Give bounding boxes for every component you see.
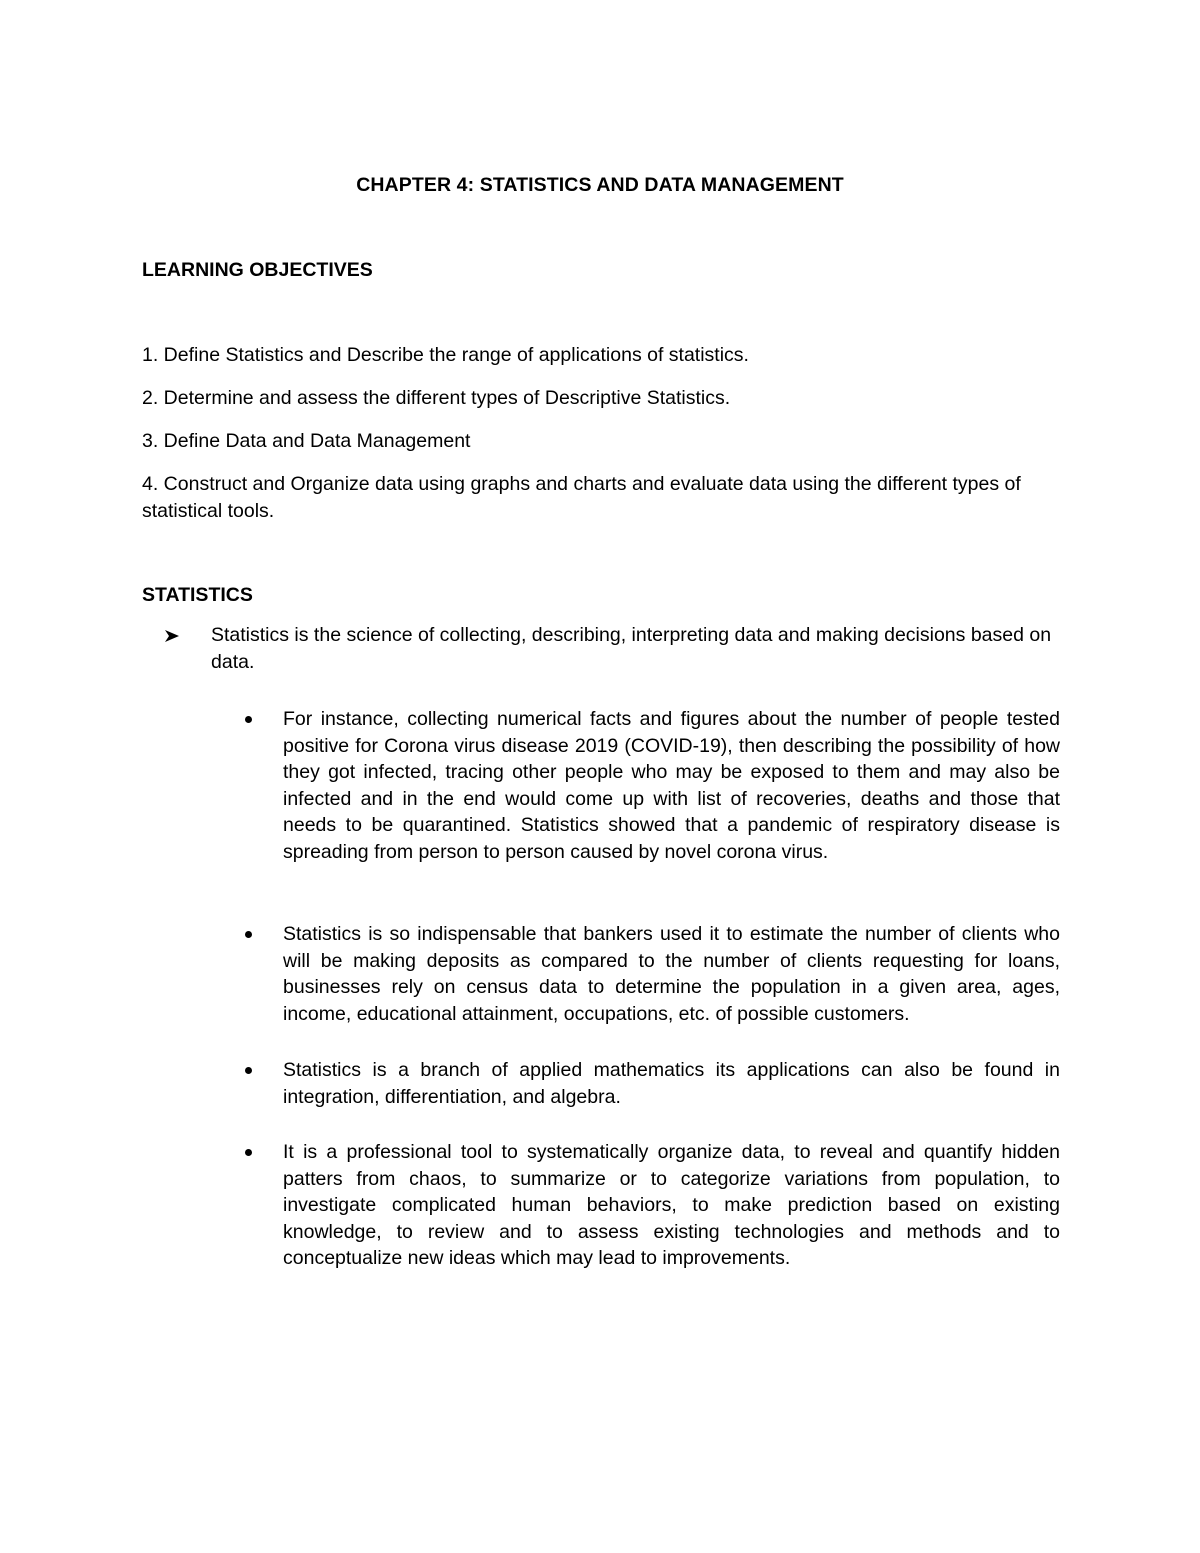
bullet-dot-icon xyxy=(245,716,252,723)
bullet-text: It is a professional tool to systematically organize data, to reveal and quantify hidden patters from chaos, to summarize or to categorize variations from population, to investigate complicated human behaviors, to make prediction based on existing knowledge, to review and to assess existing technologies and methods and to conceptualize new ideas which may lead to improvements. xyxy=(283,1141,1060,1269)
objective-item-2: 2. Determine and assess the different types of Descriptive Statistics. xyxy=(142,387,731,409)
bullet-dot-icon xyxy=(245,931,252,938)
bullet-text: Statistics is so indispensable that bankers used it to estimate the number of clients who will be making deposits as compared to the number of clients requesting for loans, businesses rely on census data to determine the population in a given area, ages, income, educational attainment, occupations, etc. of possible customers. xyxy=(283,923,1060,1025)
bullet-text: Statistics is a branch of applied mathematics its applications can also be found in integration, differentiation, and algebra. xyxy=(283,1059,1060,1108)
arrowhead-bullet-icon xyxy=(164,622,184,643)
page-title: CHAPTER 4: STATISTICS AND DATA MANAGEMENT xyxy=(356,174,844,196)
objective-item-1: 1. Define Statistics and Describe the range of applications of statistics. xyxy=(142,344,749,366)
learning-objectives-heading: LEARNING OBJECTIVES xyxy=(142,259,373,281)
bullet-dot-icon xyxy=(245,1067,252,1074)
objective-item-4: 4. Construct and Organize data using graphs and charts and evaluate data using the different types of statistical tools. xyxy=(142,473,1021,522)
statistics-definition: Statistics is the science of collecting, describing, interpreting data and making decisions based on data. xyxy=(211,624,1052,673)
objective-item-3: 3. Define Data and Data Management xyxy=(142,430,471,452)
statistics-heading: STATISTICS xyxy=(142,584,253,606)
bullet-text: For instance, collecting numerical facts and figures about the number of people tested positive for Corona virus disease 2019 (COVID-19), then describing the possibility of how they got infected, tracing other people who may be exposed to them and may also be infected and in the end would come up with list of recoveries, deaths and those that needs to be quarantined. Statistics showed that a pandemic of respiratory disease is spreading from person to person caused by novel corona virus. xyxy=(283,708,1060,863)
bullet-dot-icon xyxy=(245,1149,252,1156)
